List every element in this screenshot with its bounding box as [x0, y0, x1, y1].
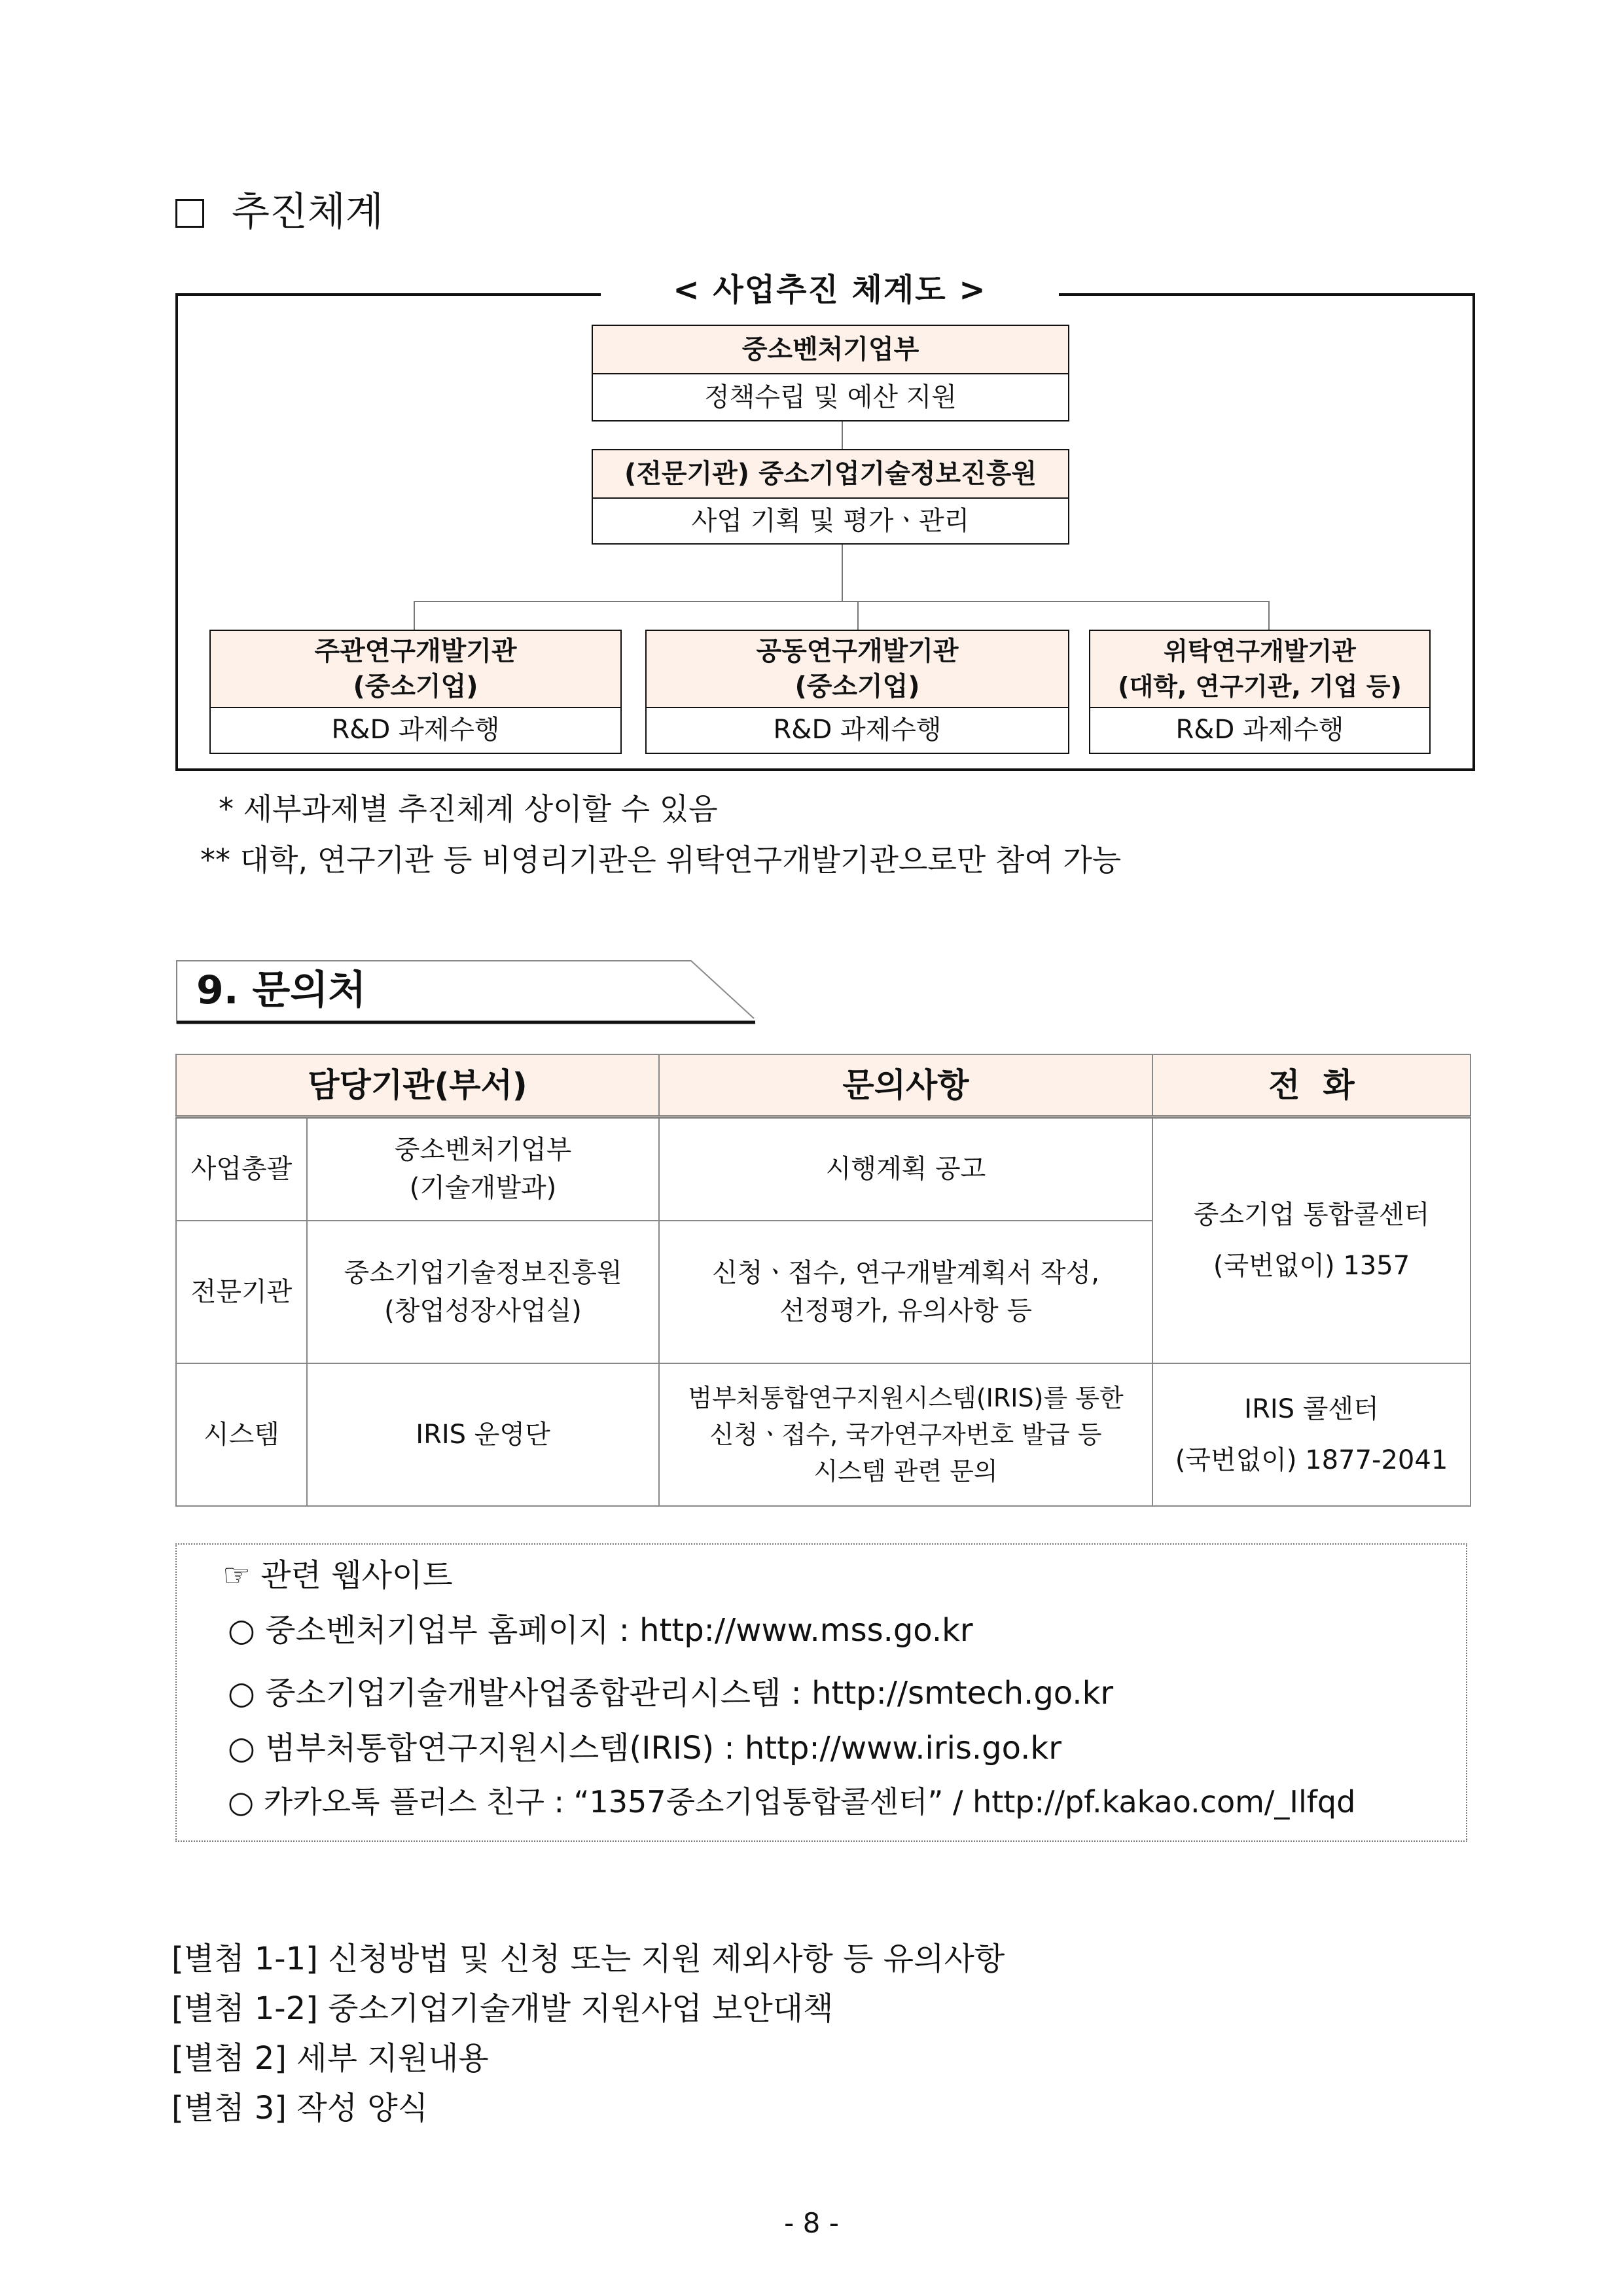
row-inquiry-line: 시행계획 공고	[825, 1154, 986, 1185]
node-lead-role: R&D 과제수행	[331, 715, 500, 745]
node-ministry-name: 중소벤처기업부	[593, 326, 1068, 374]
phone-center-number: (국번없이) 1357	[1213, 1251, 1410, 1282]
website-link-smtech[interactable]: ○ 중소기업기술개발사업종합관리시스템 : http://smtech.go.kr	[228, 1675, 1114, 1712]
table-header-row	[176, 1054, 1471, 1117]
node-lead-line2: (중소기업)	[353, 672, 478, 702]
attachment-2: [별첨 2] 세부 지원내용	[171, 2040, 489, 2077]
row-org	[307, 1117, 659, 1221]
websites-heading: ☞ 관련 웹사이트	[223, 1557, 453, 1594]
note-2: ** 대학, 연구기관 등 비영리기관은 위탁연구개발기관으로만 참여 가능	[200, 842, 1122, 878]
node-commissioned-line1: 위탁연구개발기관	[1164, 637, 1356, 666]
row-inquiry-line: 선정평가, 유의사항 등	[779, 1295, 1032, 1326]
node-joint-line1: 공동연구개발기관	[756, 636, 959, 666]
node-lead-line1: 주관연구개발기관	[314, 636, 517, 666]
phone-center-name: 중소기업 통합콜센터	[1193, 1200, 1430, 1230]
node-ministry-role: 정책수립 및 예산 지원	[704, 382, 957, 412]
phone-center-name: IRIS 콜센터	[1244, 1393, 1379, 1424]
node-agency-role: 사업 기획 및 평가ㆍ관리	[691, 506, 970, 536]
website-link-iris[interactable]: ○ 범부처통합연구지원시스템(IRIS) : http://www.iris.go.kr	[228, 1730, 1061, 1767]
connector-line	[842, 545, 843, 602]
row-org-name: IRIS 운영단	[416, 1419, 550, 1450]
node-ministry	[592, 325, 1069, 422]
section-title: 추진체계	[232, 189, 383, 235]
attachment-1-2: [별첨 1-2] 중소기업기술개발 지원사업 보안대책	[171, 1990, 834, 2027]
phone-cell-iris	[1152, 1363, 1471, 1506]
node-joint-institution	[645, 630, 1069, 754]
row-type: 사업총괄	[176, 1117, 307, 1221]
row-org-dept: (기술개발과)	[409, 1173, 557, 1204]
attachment-3: [별첨 3] 작성 양식	[171, 2090, 428, 2126]
row-org-name: 중소벤처기업부	[394, 1135, 572, 1166]
connector-line	[857, 601, 859, 630]
website-link-kakao[interactable]: ○ 카카오톡 플러스 친구 : “1357중소기업통합콜센터” / http://pf.kakao.com/_Ilfqd	[228, 1784, 1356, 1820]
row-inquiry-line: 신청ㆍ접수, 국가연구자번호 발급 등	[709, 1420, 1102, 1449]
row-org	[307, 1363, 659, 1506]
node-joint-line2: (중소기업)	[794, 672, 920, 702]
row-inquiry-line: 범부처통합연구지원시스템(IRIS)를 통한	[688, 1383, 1124, 1412]
phone-cell-kosmes	[1152, 1117, 1471, 1363]
connector-line	[842, 422, 843, 449]
phone-center-number: (국번없이) 1877-2041	[1175, 1444, 1448, 1475]
table-row	[176, 1117, 1471, 1221]
row-inquiry-line: 신청ㆍ접수, 연구개발계획서 작성,	[712, 1257, 1099, 1288]
node-joint-role: R&D 과제수행	[773, 715, 942, 745]
row-inquiry	[659, 1117, 1152, 1221]
contact-section-title: 9. 문의처	[196, 967, 366, 1013]
header-inquiry: 문의사항	[659, 1054, 1152, 1117]
row-org-dept: (창업성장사업실)	[384, 1295, 582, 1326]
diagram-title: < 사업추진 체계도 >	[601, 267, 1059, 313]
table-row	[176, 1363, 1471, 1506]
node-lead-institution	[209, 630, 622, 754]
website-link-mss[interactable]: ○ 중소벤처기업부 홈페이지 : http://www.mss.go.kr	[228, 1612, 973, 1649]
row-type: 시스템	[176, 1363, 307, 1506]
row-type: 전문기관	[176, 1221, 307, 1363]
row-inquiry	[659, 1363, 1152, 1506]
page-number: - 8 -	[784, 2207, 839, 2239]
connector-line	[1268, 601, 1270, 630]
node-commissioned-role: R&D 과제수행	[1175, 715, 1344, 745]
checkbox-square-icon	[175, 199, 204, 228]
row-inquiry-line: 시스템 관련 문의	[813, 1456, 998, 1486]
node-commissioned-institution	[1089, 630, 1431, 754]
node-agency-name: (전문기관) 중소기업기술정보진흥원	[593, 450, 1068, 499]
node-commissioned-line2: (대학, 연구기관, 기업 등)	[1118, 672, 1402, 701]
attachment-1-1: [별첨 1-1] 신청방법 및 신청 또는 지원 제외사항 등 유의사항	[171, 1941, 1005, 1977]
row-org-name: 중소기업기술정보진흥원	[344, 1257, 622, 1288]
note-1: * 세부과제별 추진체계 상이할 수 있음	[219, 791, 718, 827]
connector-line	[414, 601, 415, 630]
header-org: 담당기관(부서)	[176, 1054, 659, 1117]
node-agency	[592, 449, 1069, 545]
connector-line	[414, 601, 1270, 602]
header-phone: 전 화	[1152, 1054, 1471, 1117]
row-org	[307, 1221, 659, 1363]
row-inquiry	[659, 1221, 1152, 1363]
contact-table	[175, 1054, 1471, 1507]
